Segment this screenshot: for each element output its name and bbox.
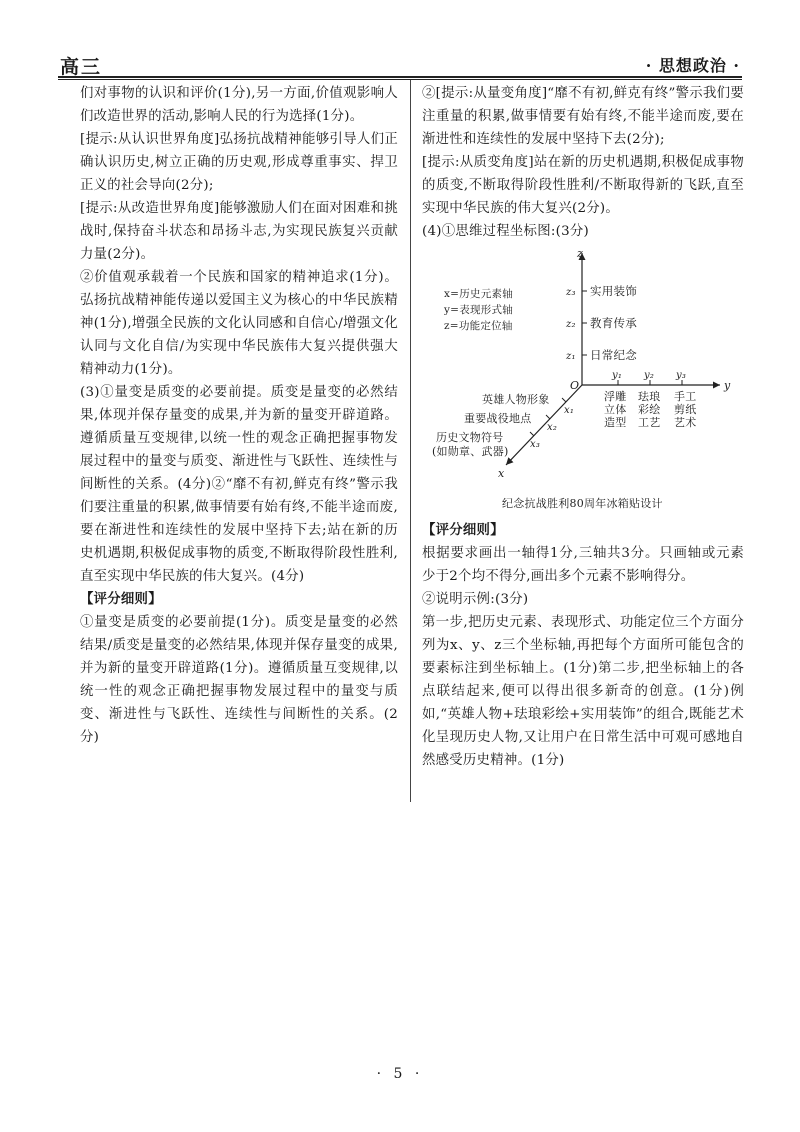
x2-label: 重要战役地点	[464, 412, 532, 425]
legend-y: y=表现形式轴	[444, 304, 513, 316]
y1-label: 浮雕	[604, 390, 627, 403]
diagram-caption: 纪念抗战胜利80周年冰箱贴设计	[502, 497, 663, 510]
paragraph: (3)①量变是质变的必要前提。质变是量变的必然结果,体现并保存量变的成果,并为新的量变开辟道路。遵循质量互变规律,以统一性的观念正确把握事物发展过程中的量变与质变、渐进性与飞跃性、连续性与间断性的关系。(4分)②“靡不有初,鲜克有终”警示我们要注重量的积累,做事情要有始有终,不能半途而废,要在渐进性和连续性的发展中坚持下去;站在新的历史机遇期,积极促成事物的质变,不断取得阶段性胜利,直至实现中华民族的伟大复兴。(4分)	[80, 385, 398, 584]
z2-symbol: z₂	[566, 319, 576, 330]
subject-label: · 思想政治 ·	[645, 56, 740, 75]
z2-label: 教育传承	[590, 316, 637, 330]
paragraph: 们对事物的认识和评价(1分),另一方面,价值观影响人们改造世界的活动,影响人民的行为选择(1分)。	[80, 86, 398, 124]
origin-label: O	[570, 379, 580, 392]
y1-label: 立体	[604, 403, 627, 416]
section-heading: 【评分细则】	[80, 591, 162, 607]
paragraph: [提示:从认识世界角度]弘扬抗战精神能够引导人们正确认识历史,树立正确的历史观,形成尊重事实、捍卫正义的社会导向(2分);	[80, 132, 398, 193]
y2-label: 工艺	[638, 416, 661, 429]
y3-symbol: y₃	[676, 370, 687, 381]
x3-label: 历史文物符号	[436, 431, 504, 444]
y1-symbol: y₁	[612, 370, 623, 381]
x3-label-sub: (如勋章、武器)	[432, 445, 509, 458]
x2-symbol: x₂	[547, 422, 558, 433]
paragraph: 第一步,把历史元素、表现形式、功能定位三个方面分列为x、y、z三个坐标轴,再把每个方面所可能包含的要素标注到坐标轴上。(1分)第二步,把坐标轴上的各点联结起来,便可以得出很多新奇的创意。(1分)例如,“英雄人物+珐琅彩绘+实用装饰”的组合,既能艺术化呈现历史人物,又让用户在日常生活中可观可感地自然感受历史精神。(1分)	[422, 615, 744, 768]
paragraph: ①量变是质变的必要前提(1分)。质变是量变的必然结果/质变是量变的必然结果,体现并保存量变的成果,并为新的量变开辟道路(1分)。遵循质量互变规律,以统一性的观念正确把握事物发展过程中的量变与质变、渐进性与飞跃性、连续性与间断性的关系。(2分)	[80, 615, 398, 745]
paragraph: [提示:从改造世界角度]能够激励人们在面对困难和挑战时,保持奋斗状态和昂扬斗志,为实现民族复兴贡献力量(2分)。	[80, 201, 398, 262]
paragraph: [提示:从质变角度]站在新的历史机遇期,积极促成事物的质变,不断取得阶段性胜利/不断取得新的飞跃,直至实现中华民族的伟大复兴(2分)。	[422, 155, 744, 216]
y3-label: 手工	[674, 390, 697, 403]
z-axis-label: z	[577, 247, 584, 260]
coordinate-diagram	[422, 245, 744, 515]
paragraph: (4)①思维过程坐标图:(3分)	[422, 224, 589, 239]
legend-x: x=历史元素轴	[444, 288, 513, 300]
page-number: · 5 ·	[376, 1066, 424, 1082]
right-column	[422, 82, 744, 772]
grade-label: 高三	[60, 56, 103, 78]
paragraph: 根据要求画出一轴得1分,三轴共3分。只画轴或元素少于2个均不得分,画出多个元素不影响得分。	[422, 546, 744, 584]
y-axis-label: y	[724, 379, 731, 392]
y2-label: 珐琅	[638, 390, 661, 403]
y2-symbol: y₂	[644, 370, 655, 381]
section-heading: 【评分细则】	[422, 522, 504, 538]
left-column	[80, 82, 398, 749]
x1-symbol: x₁	[564, 405, 575, 416]
page-header	[58, 52, 742, 78]
y3-label: 艺术	[674, 416, 697, 429]
z3-label: 实用装饰	[590, 284, 637, 298]
header-rule	[58, 76, 742, 78]
y1-label: 造型	[604, 416, 627, 429]
paragraph: ②[提示:从量变角度]“靡不有初,鲜克有终”警示我们要注重量的积累,做事情要有始有终,不能半途而废,要在渐进性和连续性的发展中坚持下去(2分);	[422, 86, 744, 147]
paragraph: ②价值观承载着一个民族和国家的精神追求(1分)。弘扬抗战精神能传递以爱国主义为核心的中华民族精神(1分),增强全民族的文化认同感和自信心/增强文化认同与文化自信/为实现中华民族伟大复兴提供强大精神动力(1分)。	[80, 270, 398, 377]
x1-label: 英雄人物形象	[482, 393, 550, 406]
x3-symbol: x₃	[530, 439, 541, 450]
z3-symbol: z₃	[566, 287, 576, 298]
header-rule-thin	[58, 79, 742, 80]
paragraph: ②说明示例:(3分)	[422, 592, 529, 607]
y3-label: 剪纸	[674, 403, 697, 416]
x-axis-label: x	[498, 467, 505, 480]
y2-label: 彩绘	[638, 403, 661, 416]
column-divider	[410, 80, 411, 802]
z1-symbol: z₁	[566, 351, 576, 362]
z1-label: 日常纪念	[590, 348, 637, 362]
legend-z: z=功能定位轴	[444, 320, 513, 332]
